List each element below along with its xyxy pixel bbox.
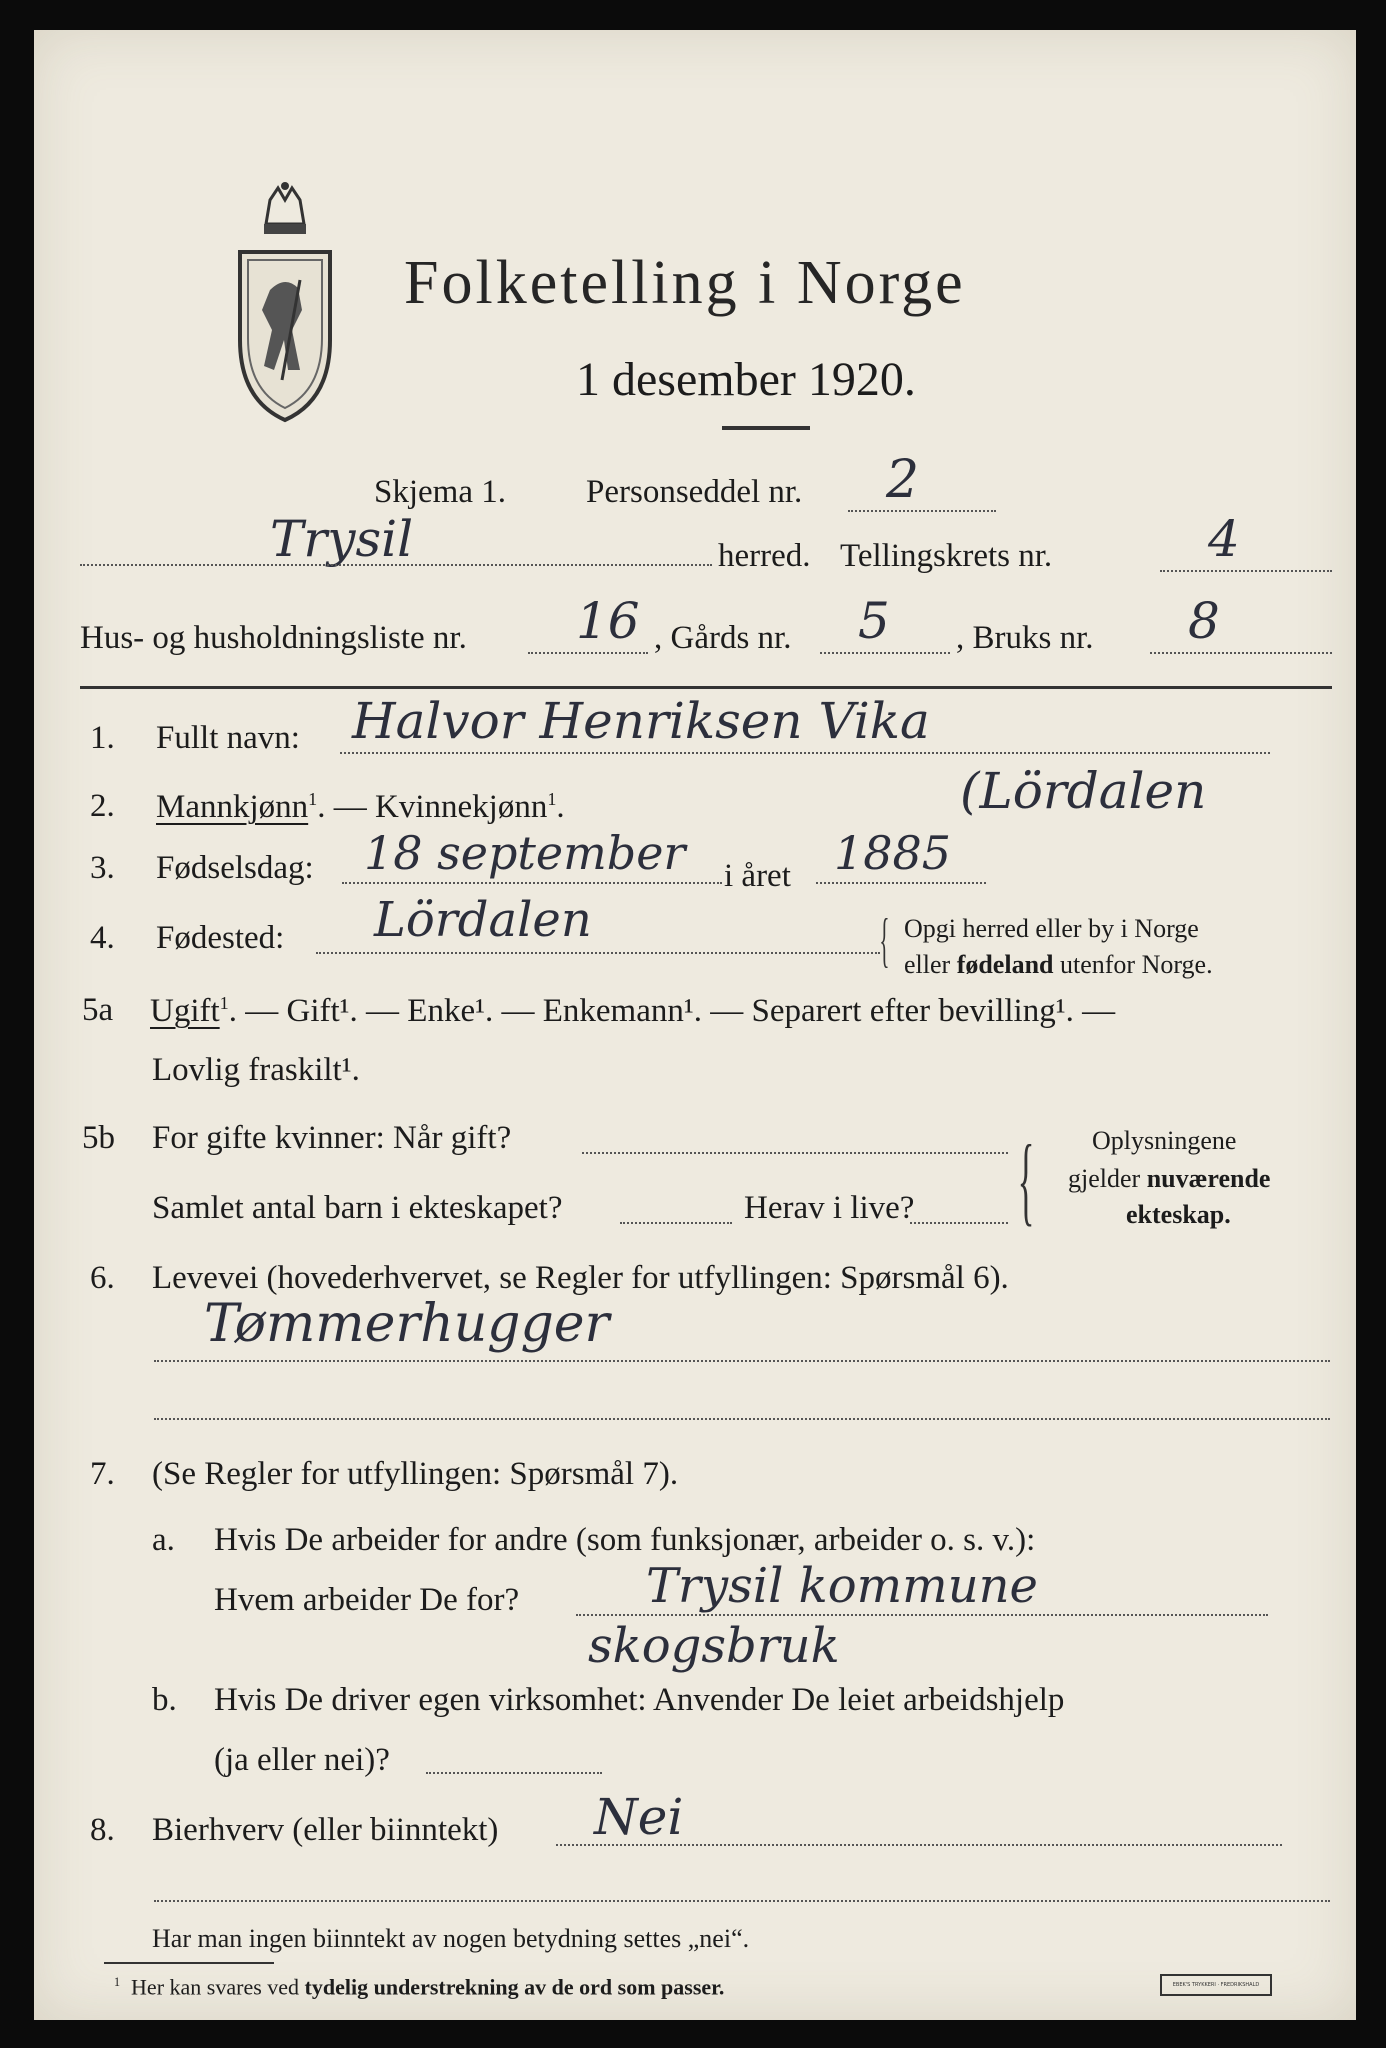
- form-date: 1 desember 1920.: [576, 353, 916, 406]
- printer-stamp: EBEK'S TRYKKERI · FREDRIKSHALD: [1160, 1974, 1272, 1996]
- birthdate-field[interactable]: [342, 882, 722, 884]
- personseddel-field[interactable]: [848, 510, 996, 512]
- female-option[interactable]: Kvinnekjønn: [375, 789, 548, 825]
- bruks-label: , Bruks nr.: [956, 620, 1094, 656]
- employer-value-2: skogsbruk: [588, 1618, 840, 1674]
- q5b-number: 5b: [82, 1120, 115, 1156]
- title-divider: [722, 426, 810, 430]
- q5b-line1: For gifte kvinner: Når gift?: [152, 1120, 512, 1156]
- header-rule: [80, 686, 1332, 689]
- occupation-field-1[interactable]: [154, 1360, 1330, 1362]
- birthplace-value: Lördalen: [374, 892, 592, 948]
- birthyear-value: 1885: [834, 826, 952, 880]
- tellingskrets-label: Tellingskrets nr.: [840, 538, 1053, 574]
- q7a-letter: a.: [152, 1522, 175, 1558]
- marriage-note-1: Oplysningene: [1092, 1126, 1237, 1155]
- birthplace-field[interactable]: [316, 952, 880, 954]
- form-title: Folketelling i Norge: [404, 249, 966, 317]
- footer-note: Har man ingen biinntekt av nogen betydning settes „nei“.: [152, 1924, 750, 1953]
- q5b-line2b: Herav i live?: [744, 1190, 915, 1226]
- census-form-page: [34, 30, 1356, 2020]
- year-label: i året: [724, 858, 791, 894]
- q5a-line2[interactable]: Lovlig fraskilt¹.: [152, 1052, 360, 1088]
- herred-value: Trysil: [270, 510, 414, 568]
- q7b-line1: Hvis De driver egen virksomhet: Anvender De leiet arbeidshjelp: [214, 1682, 1065, 1718]
- children-alive-field[interactable]: [910, 1222, 1008, 1224]
- q7b-letter: b.: [152, 1682, 177, 1718]
- marriage-brace: {: [1017, 1124, 1035, 1235]
- tellingskrets-field[interactable]: [1160, 570, 1332, 572]
- ugift-option[interactable]: Ugift: [150, 993, 220, 1029]
- herred-field[interactable]: [80, 564, 712, 566]
- birthyear-field[interactable]: [816, 882, 986, 884]
- personseddel-value: 2: [886, 450, 920, 510]
- q3-label: Fødselsdag:: [156, 850, 314, 886]
- marriage-note-3: ekteskap.: [1126, 1200, 1231, 1229]
- q1-number: 1.: [90, 720, 115, 756]
- birthdate-value: 18 september: [364, 826, 686, 880]
- gards-field[interactable]: [820, 652, 950, 654]
- birthplace-brace: {: [879, 907, 890, 973]
- tellingskrets-value: 4: [1208, 510, 1240, 568]
- occupation-value: Tømmerhugger: [204, 1294, 610, 1354]
- q7a-line2: Hvem arbeider De for?: [214, 1582, 520, 1618]
- married-date-field[interactable]: [582, 1152, 1008, 1154]
- q1-label: Fullt navn:: [156, 720, 300, 756]
- herred-label: herred.: [718, 538, 811, 574]
- children-count-field[interactable]: [620, 1222, 732, 1224]
- q5b-line2a: Samlet antal barn i ekteskapet?: [152, 1190, 563, 1226]
- male-option[interactable]: Mannkjønn: [156, 789, 309, 825]
- q6-number: 6.: [90, 1260, 115, 1296]
- hired-help-field[interactable]: [426, 1772, 602, 1774]
- hus-label: Hus- og husholdningsliste nr.: [80, 620, 467, 656]
- extra-place-note: (Lördalen: [960, 762, 1207, 820]
- employer-value: Trysil kommune: [646, 1558, 1038, 1614]
- q3-number: 3.: [90, 850, 115, 886]
- civil-status-options[interactable]: . — Gift¹. — Enke¹. — Enkemann¹. — Separert efter bevilling¹. —: [228, 993, 1116, 1029]
- q2-sex-options: Mannkjønn$^1$. — Kvinnekjønn$^1$.: [156, 789, 565, 825]
- full-name-field[interactable]: [340, 752, 1270, 754]
- gards-label: , Gårds nr.: [654, 620, 792, 656]
- skjema-label: Skjema 1.: [374, 474, 506, 510]
- employer-field[interactable]: [576, 1614, 1268, 1616]
- occupation-field-2[interactable]: [154, 1418, 1330, 1420]
- q5a-number: 5a: [82, 992, 114, 1028]
- q4-number: 4.: [90, 920, 115, 956]
- footnote: $^1$ Her kan svares ved tydelig understrekning av de ord som passer.: [114, 1974, 725, 2000]
- q8-label: Bierhverv (eller biinntekt): [152, 1812, 499, 1848]
- norwegian-coat-of-arms-icon: [230, 180, 340, 430]
- q4-label: Fødested:: [156, 920, 285, 956]
- q7b-line2: (ja eller nei)?: [214, 1742, 390, 1778]
- personseddel-label: Personseddel nr.: [586, 474, 803, 510]
- birthplace-note-1: Opgi herred eller by i Norge: [904, 914, 1199, 943]
- bruks-field[interactable]: [1150, 652, 1332, 654]
- hus-field[interactable]: [528, 652, 648, 654]
- q7-label: (Se Regler for utfyllingen: Spørsmål 7).: [152, 1456, 679, 1492]
- full-name-value: Halvor Henriksen Vika: [352, 692, 930, 750]
- footnote-rule: [104, 1962, 274, 1964]
- q7-number: 7.: [90, 1456, 115, 1492]
- q2-number: 2.: [90, 788, 115, 824]
- gards-value: 5: [858, 592, 890, 650]
- marriage-note-2: gjelder nuværende: [1068, 1164, 1271, 1193]
- q6-label: Levevei (hovederhvervet, se Regler for utfyllingen: Spørsmål 6).: [152, 1260, 1009, 1296]
- side-income-field-2[interactable]: [154, 1900, 1330, 1902]
- birthplace-note-2: eller fødeland utenfor Norge.: [904, 950, 1213, 979]
- side-income-value: Nei: [594, 1788, 684, 1846]
- q7a-line1: Hvis De arbeider for andre (som funksjonær, arbeider o. s. v.):: [214, 1522, 1036, 1558]
- q8-number: 8.: [90, 1812, 115, 1848]
- q5a-options: Ugift$^1$. — Gift¹. — Enke¹. — Enkemann¹. — Separert efter bevilling¹. —: [150, 993, 1116, 1029]
- bruks-value: 8: [1188, 592, 1220, 650]
- hus-value: 16: [576, 592, 640, 650]
